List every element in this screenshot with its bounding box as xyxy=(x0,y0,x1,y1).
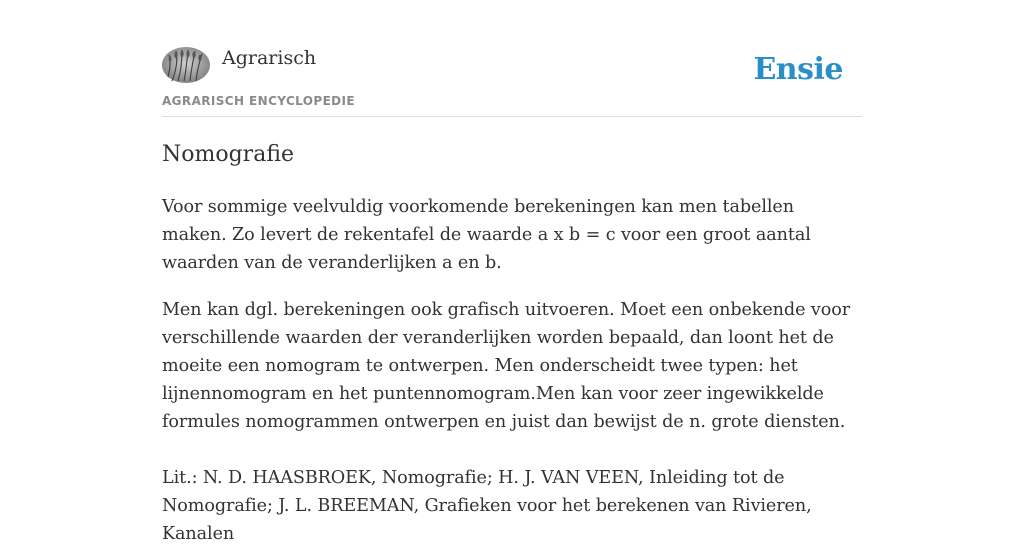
site-subtitle[interactable]: AGRARISCH ENCYCLOPEDIE xyxy=(162,94,355,108)
site-name[interactable]: Agrarisch xyxy=(222,47,317,69)
article-paragraph: Men kan dgl. berekeningen ook grafisch uitvoeren. Moet een onbekende voor verschillende waarden der veranderlijken worden bepaald, dan loont het de moeite een nomogram te ontwerpen. Men onderscheidt twee typen: het lijnennomogram en het puntennomogram.Men kan voor zeer ingewikkelde formules nomogrammen ontwerpen en juist dan bewijst de n. grote diensten. xyxy=(162,300,851,432)
brand-logo[interactable]: Ensie xyxy=(753,52,843,87)
literature-paragraph: Lit.: N. D. HAASBROEK, Nomografie; H. J. VAN VEEN, Inleiding tot de Nomografie; J. L. BREEMAN, Grafieken voor het berekenen van Rivieren, Kanalen xyxy=(162,468,812,544)
article-paragraph: Voor sommige veelvuldig voorkomende berekeningen kan men tabellen maken. Zo levert de rekentafel de waarde a x b = c voor een groot aantal waarden van de veranderlijken a en b. xyxy=(162,197,811,273)
wheat-icon[interactable] xyxy=(162,47,210,83)
article-title: Nomografie xyxy=(162,142,295,167)
site-header xyxy=(162,45,862,117)
